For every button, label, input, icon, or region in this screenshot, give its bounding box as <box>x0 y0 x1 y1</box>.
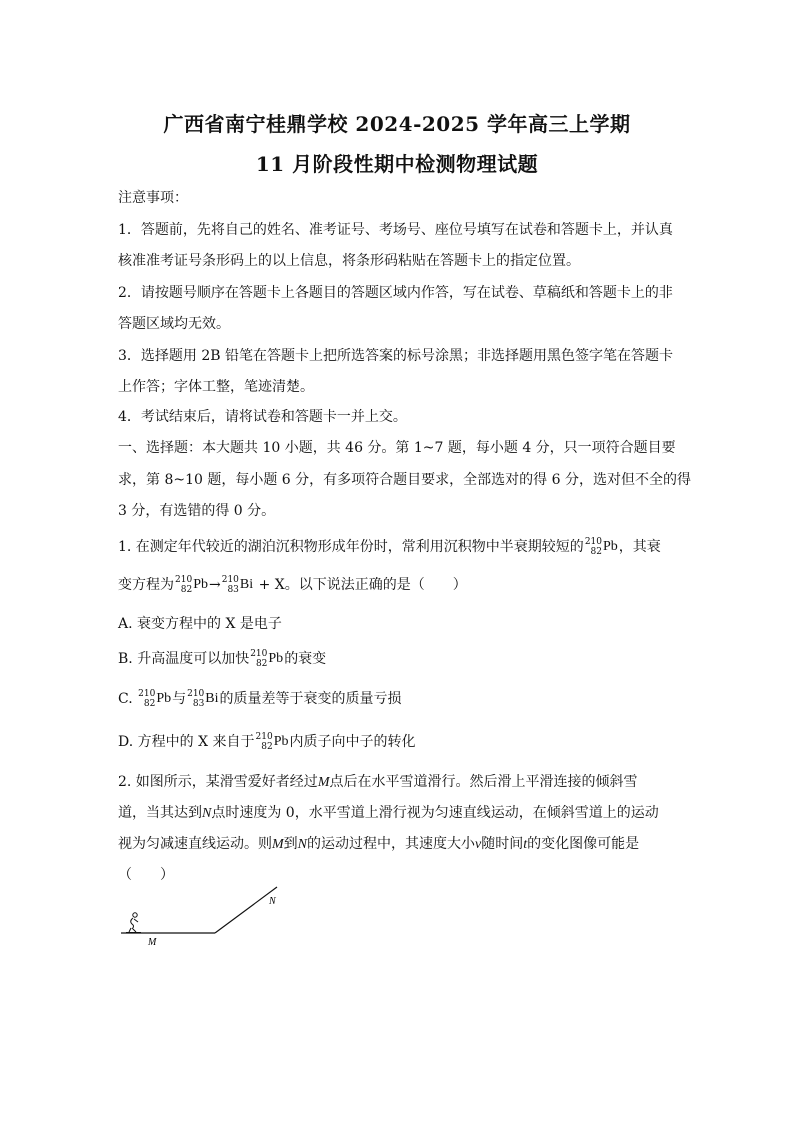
q2-text: 的变化图像可能是 <box>527 836 640 852</box>
exam-title-line2: 11 月阶段性期中检测物理试题 <box>255 152 539 176</box>
option-d-text-tail: 内质子向中子的转化 <box>289 734 416 750</box>
section-instructions-line: 求，第 8~10 题，每小题 6 分，有多项符合题目要求，全部选对的得 6 分，选对但不全的得 <box>118 472 691 488</box>
pb-isotope <box>585 537 618 557</box>
q2-text: 随时间 <box>481 836 524 852</box>
option-c-mid: 与 <box>172 691 187 707</box>
decay-arrow: → <box>208 577 221 593</box>
q1-stem-tail: ，其衰 <box>618 539 661 555</box>
q1-equation-intro: 变方程为 <box>118 577 174 593</box>
pb-atomic-number: 82 <box>255 659 268 669</box>
point-m-ref: M <box>272 837 284 852</box>
pb-isotope <box>256 732 289 752</box>
option-c-label: C. <box>118 691 133 707</box>
plus-x: + X <box>254 577 285 593</box>
pb-mass-number: 210 <box>255 732 273 742</box>
q2-text: 点时速度为 0，水平雪道上滑行视为匀速直线运动，在倾斜雪道上的运动 <box>211 805 659 821</box>
bi-mass-number: 210 <box>187 689 205 699</box>
point-n-ref: N <box>202 806 212 821</box>
pb-mass-number: 210 <box>250 649 268 659</box>
pb-isotope <box>138 689 171 709</box>
pb-symbol: Pb <box>268 651 284 666</box>
option-b-text-tail: 的衰变 <box>284 651 327 667</box>
option-b-text: B. 升高温度可以加快 <box>118 651 250 667</box>
ski-slope-figure <box>115 882 295 952</box>
notice-line: 4．考试结束后，请将试卷和答题卡一并上交。 <box>118 409 407 425</box>
point-m-ref: M <box>317 775 330 790</box>
velocity-symbol: v <box>475 837 482 852</box>
q2-stem-line1 <box>118 771 678 791</box>
q1-option-d <box>118 731 678 752</box>
bi-symbol: Bi <box>205 691 219 706</box>
notice-line: 2．请按题号顺序在答题卡上各题目的答题区域内作答，写在试卷、草稿纸和答题卡上的非 <box>118 285 673 301</box>
q2-text: 的运动过程中，其速度大小 <box>307 836 476 852</box>
pb-atomic-number: 82 <box>180 585 193 595</box>
section-instructions-line: 一、选择题：本大题共 10 小题，共 46 分。第 1~7 题，每小题 4 分，只一项符合题目要 <box>118 440 676 456</box>
pb-atomic-number: 82 <box>590 547 602 557</box>
q2-text: 2. 如图所示，某滑雪爱好者经过 <box>118 774 318 790</box>
notice-line: 核准准考证号条形码上的以上信息，将条形码粘贴在答题卡上的指定位置。 <box>118 253 580 269</box>
q1-stem-line1 <box>118 536 678 557</box>
pb-symbol: Pb <box>156 691 172 706</box>
notice-line: 1．答题前，先将自己的姓名、准考证号、考场号、座位号填写在试卷和答题卡上，并认真 <box>118 222 673 238</box>
label-m: M <box>148 937 157 948</box>
inclined-track <box>215 887 277 933</box>
pb-mass-number: 210 <box>138 689 156 699</box>
q2-text: 视为匀减速直线运动。则 <box>118 836 272 852</box>
pb-atomic-number: 82 <box>143 699 156 709</box>
pb-atomic-number: 82 <box>261 742 273 752</box>
bi-symbol: Bi <box>239 577 254 592</box>
q1-option-a: A. 衰变方程中的 X 是电子 <box>118 616 282 632</box>
q2-text: 到 <box>283 836 298 852</box>
pb-symbol: Pb <box>603 539 618 554</box>
q2-answer-paren: （ ） <box>118 867 174 883</box>
q1-question-tail: 。以下说法正确的是（ ） <box>284 577 467 593</box>
label-n: N <box>269 896 276 907</box>
section-instructions-line: 3 分，有选错的得 0 分。 <box>118 503 276 519</box>
q1-stem-text: 1. 在测定年代较近的湖泊沉积物形成年份时，常利用沉积物中半衰期较短的 <box>118 539 584 555</box>
notice-heading: 注意事项： <box>118 190 188 206</box>
option-d-text: D. 方程中的 X 来自于 <box>118 734 255 750</box>
q2-text: 点后在水平雪道滑行。然后滑上平滑连接的倾斜雪 <box>329 774 638 790</box>
option-c-text-tail: 的质量差等于衰变的质量亏损 <box>219 691 402 707</box>
bi-isotope <box>222 575 253 595</box>
q2-stem-line3 <box>118 833 678 853</box>
time-symbol: t <box>523 837 528 852</box>
skier-icon <box>126 913 141 933</box>
q1-option-c <box>118 688 678 709</box>
notice-line: 上作答；字体工整，笔迹清楚。 <box>118 379 314 395</box>
bi-atomic-number: 83 <box>227 585 239 595</box>
exam-title-line1: 广西省南宁桂鼎学校 2024-2025 学年高三上学期 <box>163 112 631 136</box>
pb-symbol: Pb <box>273 734 289 749</box>
q2-text: 道，当其达到 <box>118 805 202 821</box>
bi-mass-number: 210 <box>221 575 239 585</box>
notice-line: 3．选择题用 2B 铅笔在答题卡上把所选答案的标号涂黑；非选择题用黑色签字笔在答题卡 <box>118 348 674 364</box>
q2-stem-line2 <box>118 802 678 822</box>
pb-isotope <box>175 575 208 595</box>
bi-isotope <box>187 689 218 709</box>
bi-atomic-number: 83 <box>192 699 205 709</box>
notice-line: 答题区域均无效。 <box>118 316 230 332</box>
pb-symbol: Pb <box>193 577 208 592</box>
pb-isotope <box>250 649 283 669</box>
point-n-ref: N <box>297 837 308 852</box>
pb-mass-number: 210 <box>584 537 602 547</box>
q1-stem-line2 <box>118 574 678 595</box>
pb-mass-number: 210 <box>175 575 193 585</box>
q1-option-b <box>118 648 678 669</box>
